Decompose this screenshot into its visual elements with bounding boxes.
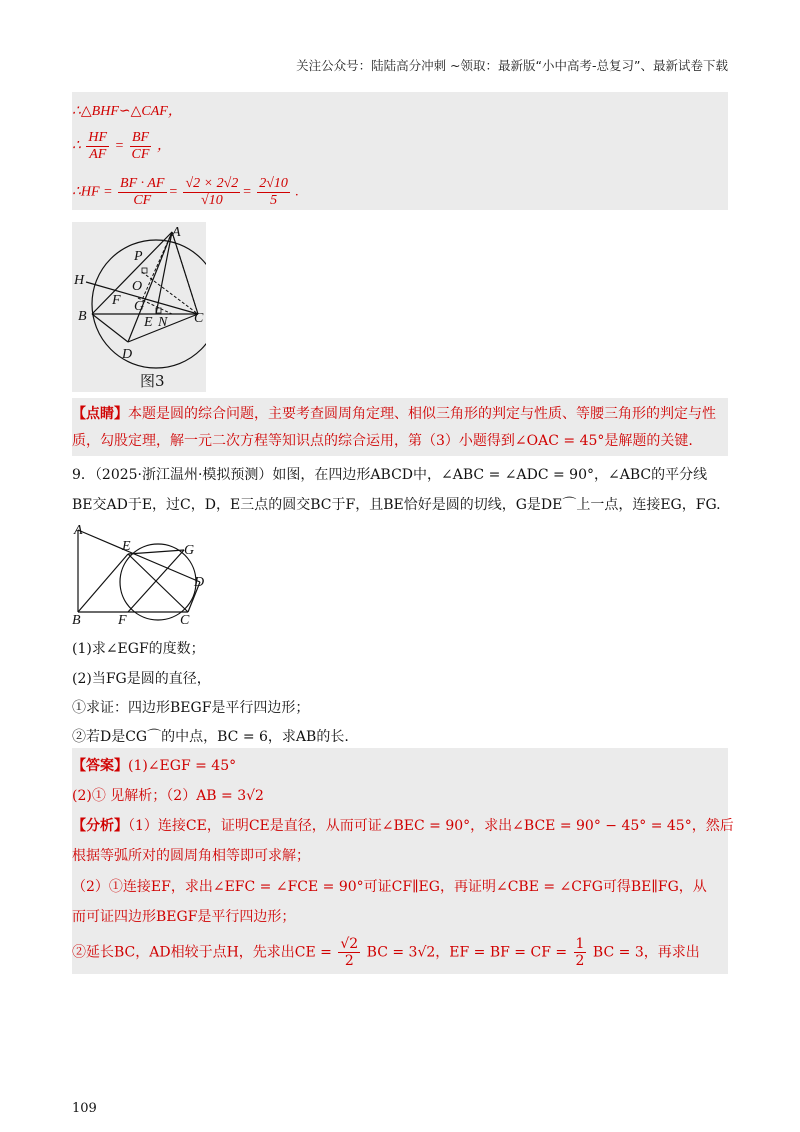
comment-text: 本题是圆的综合问题，主要考查圆周角定理、相似三角形的判定与性质、等腰三角形的判定与性质，勾股定理，解一元二次方程等知识点的综合运用，第（3）小题得到∠OAC = 45°是解题的关键. [72,406,716,449]
q9-figure-diagram [72,520,212,624]
analysis-line-1 [72,815,734,835]
analysis-text-5b: BC = 3√2，EF = BF = CF = [366,944,568,961]
analysis-line-5 [72,936,700,969]
fig3-label-e: E [144,315,153,330]
fig3-label-g: G [134,299,145,314]
answer-line-1 [72,755,236,775]
fig3-label-p: P [134,249,143,264]
answer-text-1: (1)∠EGF = 45° [128,758,237,774]
answer-tag: 【答案】 [72,758,128,774]
q9-line-1: 9．（2025·浙江温州·模拟预测）如图，在四边形ABCD中，∠ABC = ∠ADC = 90°，∠ABC的平分线 [72,467,708,483]
q9-label-b: B [72,613,81,624]
equals-sign: = [114,138,125,154]
fraction-hf-af: $\frac{HF}{AF}$ [88,130,108,162]
q9-part-1: (1)求∠EGF的度数； [72,641,205,657]
fig3-label-n: N [158,315,168,330]
analysis-text-5a: ②延长BC，AD相较于点H，先求出CE = [72,944,332,961]
fig3-label-d: D [122,347,133,362]
q9-label-a: A [74,523,83,538]
fraction-result: $\frac{2√10}{5}$ [259,176,288,208]
q9-part-2-1: ①求证：四边形BEGF是平行四边形； [72,700,310,716]
fraction-bf-cf: $\frac{BF}{CF}$ [131,130,150,162]
q9-label-g: G [184,543,195,558]
q9-label-e: E [122,539,131,554]
page-header: 关注公众号：陆陆高分冲刺 ~领取：最新版“小中高考-总复习”、最新试卷下载 [296,58,728,73]
comment-paragraph [72,401,728,455]
fig3-label-a: A [172,225,181,240]
therefore-symbol: ∴ [72,138,81,154]
fig3-label-f: F [112,293,121,308]
analysis-line-3: （2）①连接EF，求出∠EFC = ∠FCE = 90°可证CF∥EG，再证明∠CBE = ∠CFG可得BE∥FG，从 [72,879,707,895]
q9-part-2: (2)当FG是圆的直径， [72,671,211,687]
q9-part-2-2: ②若D是CG⌒的中点，BC = 6，求AB的长. [72,729,349,745]
comment-tag: 【点睛】 [72,406,128,422]
q9-label-f: F [118,613,127,624]
fraction-root2-over-2: $\frac{√2}{2}$ [340,936,359,969]
page-number: 109 [72,1101,97,1116]
analysis-line-2: 根据等弧所对的圆周角相等即可求解； [72,848,310,864]
punct: . [295,184,299,200]
solution-line-1: ∴△BHF∽△CAF， [72,104,182,119]
fraction-one-half: $\frac{1}{2}$ [575,936,585,969]
fig3-label-h: H [74,273,85,288]
solution-line-3: ∴HF = $\frac{BF \cdot AF}{CF}$ = $\frac{√2 \times 2√2}{√10}$ = $\frac{2√10}{5}$ . [72,176,299,208]
punct: ， [156,138,171,154]
answer-line-2: (2)① 见解析；（2）AB = 3√2 [72,788,264,804]
fraction-root-product: $\frac{√2 \times 2√2}{√10}$ [185,176,239,208]
fig3-label-o: O [132,279,143,294]
q9-line-2: BE交AD于E，过C，D，E三点的圆交BC于F，且BE恰好是圆的切线，G是DE⌒上一点，连接EG，FG. [72,497,721,513]
analysis-line-4: 而可证四边形BEGF是平行四边形； [72,909,296,925]
analysis-tag: 【分析】 [72,818,128,834]
hf-label: ∴HF = [72,184,113,200]
figure-3-caption: 图3 [140,372,165,390]
fig3-label-b: B [78,309,87,324]
q9-label-d: D [194,575,205,590]
analysis-text-1: （1）连接CE，证明CE是直径，从而可证∠BEC = 90°，求出∠BCE = 90° − 45° = 45°，然后 [128,818,734,834]
q9-label-c: C [180,613,190,624]
fraction-bfaf-cf: $\frac{BF \cdot AF}{CF}$ [120,176,165,208]
solution-line-2 [72,130,171,163]
figure-3-diagram [72,222,206,372]
fig3-label-c: C [194,311,204,326]
analysis-text-5c: BC = 3，再求出 [592,944,700,961]
